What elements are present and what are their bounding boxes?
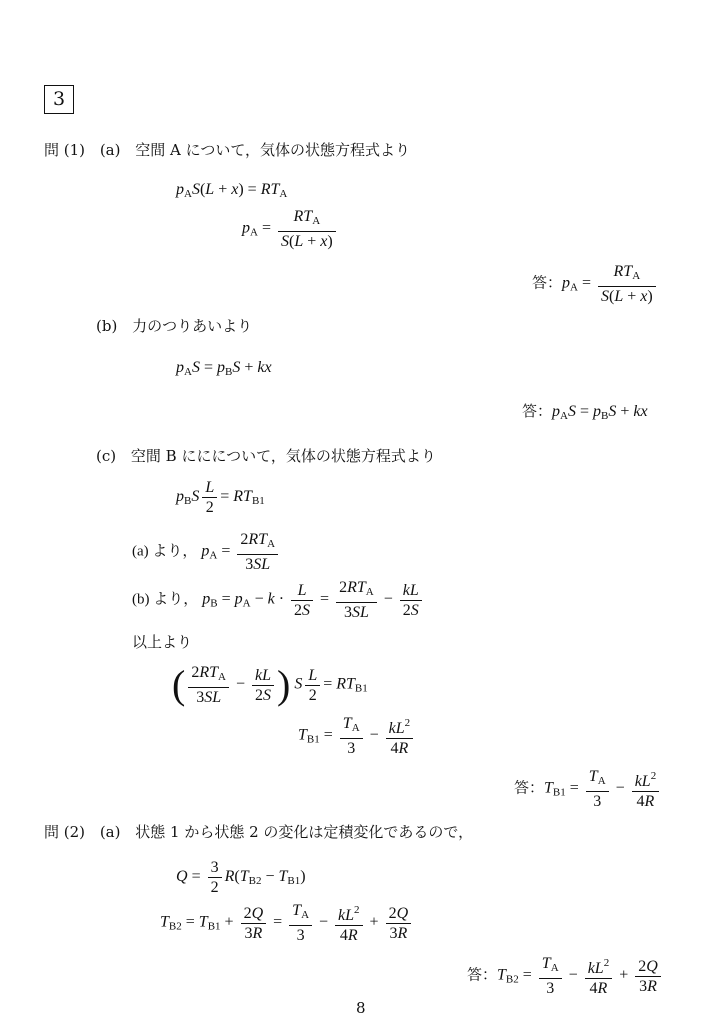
eq-combined: ( $\frac{2RT_A}{3SL}$ − $\frac{kL}{2S}$ ) S $\frac{L}{2}$ = $RT_{B1}$	[172, 662, 368, 707]
answer-q2a: 答：$T_{B2}$ = $\frac{T_A}{3}$ − $\frac{kL^2}{4R}$ + $\frac{2Q}{3R}$	[467, 954, 664, 998]
q1a-text: 空間 A について，気体の状態方程式より	[135, 141, 411, 159]
eq-tb2: $T_{B2} = T_{B1}$ + $\frac{2Q}{3R}$ = $\frac{T_A}{3}$ − $\frac{kL^2}{4R}$ + $\frac{2Q}{3R}$	[160, 901, 414, 945]
therefore-text: 以上より	[132, 633, 193, 651]
q1b-label: (b)	[96, 317, 118, 335]
answer-q1a: 答：$p_A$ = $\frac{RT_A}{S(L + x)}$	[532, 262, 659, 306]
page-number: 8	[356, 999, 366, 1017]
answer-label: 答：	[514, 780, 545, 797]
from-b-text: (b) より，	[132, 591, 199, 608]
eq-state-a: $p_AS(L + x) = RT_A$	[176, 181, 288, 200]
answer-label: 答：	[522, 404, 553, 420]
answer-q1c: 答：$T_{B1}$ = $\frac{T_A}{3}$ − $\frac{kL^2}{4R}$	[514, 767, 662, 811]
answer-q1b: 答：$p_AS = p_BS$ + kx	[522, 403, 648, 422]
eq-from-a: (a) より， $p_A$ = $\frac{2RT_A}{3SL}$	[132, 530, 281, 574]
eq-heat-q: Q = $\frac{3}{2}$ $R(T_{B2} - T_{B1})$	[176, 859, 306, 896]
q2-label: 問 (2)	[44, 823, 86, 841]
problem-number-box	[44, 85, 74, 114]
q1c-text: 空間 B ににについて，気体の状態方程式より	[130, 447, 436, 465]
from-a-text: (a) より，	[132, 543, 198, 560]
q2-header	[44, 822, 473, 842]
eq-force-balance: $p_AS = p_BS$ + kx	[176, 359, 272, 378]
eq-pa: $p_A$ = $\frac{RT_A}{S(L + x)}$	[242, 207, 339, 251]
answer-label: 答：	[467, 967, 498, 984]
eq-state-b1: $p_BS$ $\frac{L}{2}$ = $RT_{B1}$	[176, 479, 265, 516]
q1a-label: (a)	[99, 141, 121, 159]
q1b-text: 力のつりあいより	[132, 317, 253, 335]
answer-label: 答：	[532, 275, 563, 292]
q2a-text: 状態 1 から状態 2 の変化は定積変化であるので，	[135, 823, 474, 841]
problem-number: 3	[52, 88, 66, 110]
q1c-header	[96, 446, 436, 466]
q1c-label: (c)	[96, 447, 117, 465]
q2a-label: (a)	[99, 823, 121, 841]
eq-from-b: (b) より， $p_B = p_A - k$ · $\frac{L}{2S}$ = $\frac{2RT_A}{3SL}$ − $\frac{kL}{2S}$	[132, 578, 425, 622]
q1b-header	[96, 316, 252, 336]
eq-tb1: $T_{B1}$ = $\frac{T_A}{3}$ − $\frac{kL^2}{4R}$	[298, 714, 416, 758]
q1-header	[44, 140, 410, 160]
q1-label: 問 (1)	[44, 141, 86, 159]
